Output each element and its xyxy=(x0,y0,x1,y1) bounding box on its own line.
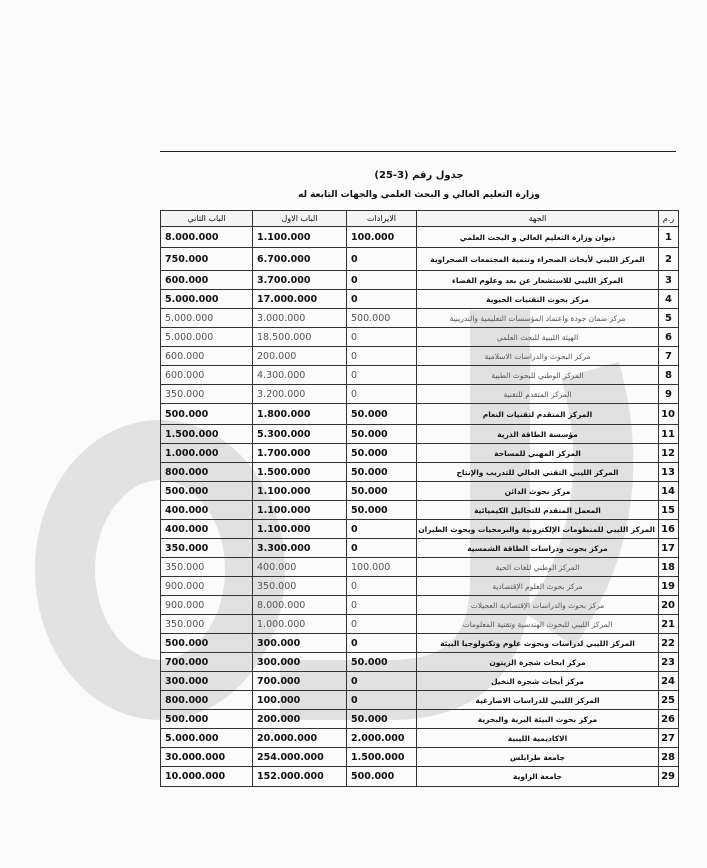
table-row xyxy=(161,366,679,385)
entity-name: الهيئة الليبية للبحث العلمي xyxy=(417,328,659,347)
top-rule xyxy=(160,151,676,152)
chapter2-value: 5.000.000 xyxy=(161,290,253,309)
row-number: 15 xyxy=(659,501,679,520)
row-number: 14 xyxy=(659,482,679,501)
row-number: 22 xyxy=(659,634,679,653)
table-row xyxy=(161,748,679,767)
table-row xyxy=(161,577,679,596)
entity-name: المركز الليبي للمنظومات الإلكترونية والبرمجيات وبحوث الطيران xyxy=(417,520,659,539)
table-subtitle: وزارة التعليم العالي و البحث العلمي والجهات التابعة له xyxy=(298,190,540,200)
row-number: 12 xyxy=(659,444,679,463)
table-row xyxy=(161,463,679,482)
entity-name: مركز البحوث والدراسات الاسلامية xyxy=(417,347,659,366)
chapter1-value: 17.000.000 xyxy=(253,290,347,309)
row-number: 26 xyxy=(659,710,679,729)
table-row xyxy=(161,227,679,248)
table-row xyxy=(161,385,679,404)
revenue-value: 0 xyxy=(347,596,417,615)
row-number: 2 xyxy=(659,248,679,271)
table-row xyxy=(161,729,679,748)
chapter1-value: 400.000 xyxy=(253,558,347,577)
row-number: 24 xyxy=(659,672,679,691)
entity-name: مركز بحوث العلوم الإقتصادية xyxy=(417,577,659,596)
revenue-value: 0 xyxy=(347,271,417,290)
row-number: 13 xyxy=(659,463,679,482)
entity-name: جامعة طرابلس xyxy=(417,748,659,767)
chapter2-value: 500.000 xyxy=(161,482,253,501)
revenue-value: 1.500.000 xyxy=(347,748,417,767)
entity-name: مركز ضمان جودة واعتماد المؤسسات التعليمية والتدريبية xyxy=(417,309,659,328)
chapter2-value: 350.000 xyxy=(161,539,253,558)
table-row xyxy=(161,425,679,444)
chapter2-value: 500.000 xyxy=(161,404,253,425)
chapter1-value: 18.500.000 xyxy=(253,328,347,347)
entity-name: مؤسسة الطاقة الذرية xyxy=(417,425,659,444)
chapter2-value: 800.000 xyxy=(161,463,253,482)
entity-name: المركز المتقدم للتقنية xyxy=(417,385,659,404)
chapter1-value: 1.700.000 xyxy=(253,444,347,463)
table-row xyxy=(161,539,679,558)
chapter1-value: 1.100.000 xyxy=(253,501,347,520)
revenue-value: 0 xyxy=(347,290,417,309)
revenue-value: 0 xyxy=(347,672,417,691)
header-chapter2: الباب الثاني xyxy=(161,211,253,227)
table-row xyxy=(161,328,679,347)
chapter1-value: 3.700.000 xyxy=(253,271,347,290)
revenue-value: 0 xyxy=(347,615,417,634)
chapter1-value: 5.300.000 xyxy=(253,425,347,444)
entity-name: مركز أبحاث شجرة النخيل xyxy=(417,672,659,691)
chapter2-value: 5.000.000 xyxy=(161,309,253,328)
row-number: 17 xyxy=(659,539,679,558)
row-number: 5 xyxy=(659,309,679,328)
chapter2-value: 350.000 xyxy=(161,558,253,577)
table-row xyxy=(161,271,679,290)
chapter1-value: 300.000 xyxy=(253,634,347,653)
revenue-value: 50.000 xyxy=(347,482,417,501)
table-row xyxy=(161,691,679,710)
entity-name: المركز الوطني للغات الحية xyxy=(417,558,659,577)
table-header-row xyxy=(161,211,679,227)
row-number: 1 xyxy=(659,227,679,248)
revenue-value: 0 xyxy=(347,328,417,347)
table-body xyxy=(161,227,679,787)
chapter1-value: 700.000 xyxy=(253,672,347,691)
chapter1-value: 254.000.000 xyxy=(253,748,347,767)
entity-name: مركز بحوث التقنيات الحيوية xyxy=(417,290,659,309)
entity-name: مركز بحوث ودراسات الطاقة الشمسية xyxy=(417,539,659,558)
revenue-value: 50.000 xyxy=(347,710,417,729)
row-number: 11 xyxy=(659,425,679,444)
chapter2-value: 400.000 xyxy=(161,520,253,539)
table-row xyxy=(161,290,679,309)
table-row xyxy=(161,347,679,366)
revenue-value: 50.000 xyxy=(347,444,417,463)
table-row xyxy=(161,309,679,328)
chapter2-value: 800.000 xyxy=(161,691,253,710)
entity-name: مركز بحوث الدائن xyxy=(417,482,659,501)
budget-table xyxy=(160,210,679,787)
revenue-value: 0 xyxy=(347,385,417,404)
chapter1-value: 6.700.000 xyxy=(253,248,347,271)
chapter2-value: 400.000 xyxy=(161,501,253,520)
revenue-value: 50.000 xyxy=(347,425,417,444)
chapter2-value: 350.000 xyxy=(161,615,253,634)
entity-name: جامعة الزاوية xyxy=(417,767,659,787)
entity-name: المركز الليبي لدراسات وبحوث علوم وتكنولوجيا البيئة xyxy=(417,634,659,653)
entity-name: ديوان وزارة التعليم العالي و البحث العلمي xyxy=(417,227,659,248)
entity-name: المركز الوطني للبحوث الطبية xyxy=(417,366,659,385)
chapter2-value: 1.500.000 xyxy=(161,425,253,444)
row-number: 3 xyxy=(659,271,679,290)
chapter1-value: 1.000.000 xyxy=(253,615,347,634)
chapter2-value: 1.000.000 xyxy=(161,444,253,463)
table-row xyxy=(161,520,679,539)
chapter2-value: 30.000.000 xyxy=(161,748,253,767)
table-row xyxy=(161,653,679,672)
table-row xyxy=(161,482,679,501)
revenue-value: 0 xyxy=(347,577,417,596)
chapter2-value: 300.000 xyxy=(161,672,253,691)
table-row xyxy=(161,710,679,729)
chapter2-value: 750.000 xyxy=(161,248,253,271)
chapter2-value: 600.000 xyxy=(161,271,253,290)
chapter2-value: 5.000.000 xyxy=(161,729,253,748)
table-row xyxy=(161,634,679,653)
row-number: 19 xyxy=(659,577,679,596)
revenue-value: 100.000 xyxy=(347,227,417,248)
chapter1-value: 1.100.000 xyxy=(253,482,347,501)
table-row xyxy=(161,672,679,691)
chapter1-value: 1.500.000 xyxy=(253,463,347,482)
chapter2-value: 600.000 xyxy=(161,366,253,385)
chapter1-value: 3.000.000 xyxy=(253,309,347,328)
header-chapter1: الباب الاول xyxy=(253,211,347,227)
revenue-value: 0 xyxy=(347,691,417,710)
chapter2-value: 900.000 xyxy=(161,577,253,596)
entity-name: الاكاديمية الليبية xyxy=(417,729,659,748)
header-revenue: الايرادات xyxy=(347,211,417,227)
row-number: 6 xyxy=(659,328,679,347)
header-entity: الجهة xyxy=(417,211,659,227)
revenue-value: 0 xyxy=(347,634,417,653)
chapter1-value: 300.000 xyxy=(253,653,347,672)
row-number: 29 xyxy=(659,767,679,787)
revenue-value: 50.000 xyxy=(347,501,417,520)
table-row xyxy=(161,596,679,615)
row-number: 16 xyxy=(659,520,679,539)
chapter2-value: 500.000 xyxy=(161,634,253,653)
header-num: ر.م xyxy=(659,211,679,227)
entity-name: المركز المتقدم لتقنيات النعام xyxy=(417,404,659,425)
chapter2-value: 500.000 xyxy=(161,710,253,729)
revenue-value: 0 xyxy=(347,347,417,366)
revenue-value: 500.000 xyxy=(347,767,417,787)
entity-name: المركز الليبي لأبحاث الصحراء وتنمية المجتمعات الصحراوية xyxy=(417,248,659,271)
table-row xyxy=(161,248,679,271)
entity-name: المركز الليبي للدراسات الاصارغية xyxy=(417,691,659,710)
chapter1-value: 152.000.000 xyxy=(253,767,347,787)
row-number: 20 xyxy=(659,596,679,615)
entity-name: مركز بحوث البيئة البرية والبحرية xyxy=(417,710,659,729)
table-row xyxy=(161,444,679,463)
revenue-value: 50.000 xyxy=(347,653,417,672)
chapter2-value: 700.000 xyxy=(161,653,253,672)
chapter1-value: 8.000.000 xyxy=(253,596,347,615)
chapter1-value: 1.800.000 xyxy=(253,404,347,425)
chapter1-value: 3.300.000 xyxy=(253,539,347,558)
row-number: 8 xyxy=(659,366,679,385)
chapter1-value: 4.300.000 xyxy=(253,366,347,385)
row-number: 4 xyxy=(659,290,679,309)
revenue-value: 50.000 xyxy=(347,463,417,482)
chapter1-value: 200.000 xyxy=(253,347,347,366)
chapter1-value: 3.200.000 xyxy=(253,385,347,404)
row-number: 25 xyxy=(659,691,679,710)
revenue-value: 2.000.000 xyxy=(347,729,417,748)
table-row xyxy=(161,501,679,520)
chapter2-value: 5.000.000 xyxy=(161,328,253,347)
entity-name: المركز الليبي للاستشعار عن بعد وعلوم الفضاء xyxy=(417,271,659,290)
chapter2-value: 350.000 xyxy=(161,385,253,404)
entity-name: المعمل المتقدم للتحاليل الكيميائية xyxy=(417,501,659,520)
revenue-value: 500.000 xyxy=(347,309,417,328)
row-number: 9 xyxy=(659,385,679,404)
entity-name: مركز ابحاث شجرة الزيتون xyxy=(417,653,659,672)
revenue-value: 0 xyxy=(347,520,417,539)
chapter1-value: 200.000 xyxy=(253,710,347,729)
chapter1-value: 1.100.000 xyxy=(253,520,347,539)
revenue-value: 100.000 xyxy=(347,558,417,577)
row-number: 18 xyxy=(659,558,679,577)
revenue-value: 0 xyxy=(347,366,417,385)
table-row xyxy=(161,767,679,787)
row-number: 7 xyxy=(659,347,679,366)
chapter2-value: 900.000 xyxy=(161,596,253,615)
chapter1-value: 100.000 xyxy=(253,691,347,710)
row-number: 27 xyxy=(659,729,679,748)
chapter2-value: 600.000 xyxy=(161,347,253,366)
chapter1-value: 1.100.000 xyxy=(253,227,347,248)
revenue-value: 0 xyxy=(347,248,417,271)
row-number: 10 xyxy=(659,404,679,425)
table-row xyxy=(161,558,679,577)
row-number: 21 xyxy=(659,615,679,634)
row-number: 23 xyxy=(659,653,679,672)
row-number: 28 xyxy=(659,748,679,767)
entity-name: المركز المهني للمساحة xyxy=(417,444,659,463)
entity-name: المركز الليبي التقني العالي للتدريب والإنتاج xyxy=(417,463,659,482)
chapter1-value: 350.000 xyxy=(253,577,347,596)
table-caption: جدول رقم (3-25) xyxy=(374,170,464,181)
revenue-value: 0 xyxy=(347,539,417,558)
table-row xyxy=(161,615,679,634)
chapter2-value: 10.000.000 xyxy=(161,767,253,787)
table-row xyxy=(161,404,679,425)
chapter2-value: 8.000.000 xyxy=(161,227,253,248)
entity-name: المركز الليبي للبحوث الهندسية وتقنية المعلومات xyxy=(417,615,659,634)
chapter1-value: 20.000.000 xyxy=(253,729,347,748)
entity-name: مركز بحوث والدراسات الإقتصادية العجيلات xyxy=(417,596,659,615)
revenue-value: 50.000 xyxy=(347,404,417,425)
